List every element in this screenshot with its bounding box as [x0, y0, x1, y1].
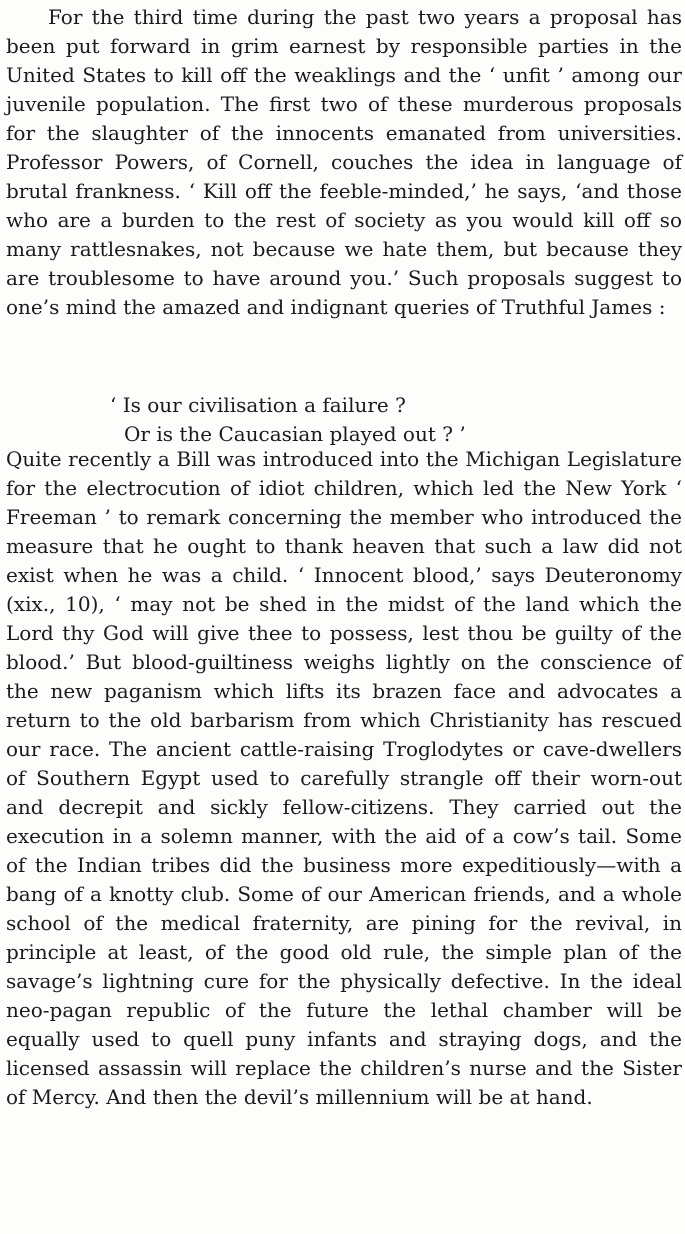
quote-line-2: Or is the Caucasian played out ? ’ — [124, 422, 466, 446]
verse-quote — [6, 391, 682, 449]
quote-line-1: ‘ Is our civilisation a failure ? — [110, 393, 406, 417]
paragraph-2: Quite recently a Bill was introduced into the Michigan Legislature for the electrocution of idiot children, which led the New York ‘ Freeman ’ to remark concerning the member who introduced the measure that he ought to thank heaven that such a law did not exist when he was a child. ‘ Innocent blood,’ says Deuteronomy (xix., 10), ‘ may not be shed in the midst of the land which the Lord thy God will give thee to possess, lest thou be guilty of the blood.’ But blood-guiltiness weighs lightly on the conscience of the new paganism which lifts its brazen face and advocates a return to the old barbarism from which Christianity has rescued our race. The ancient cattle-raising Troglodytes or cave-dwellers of Southern Egypt used to carefully strangle off their worn-out and decrepit and sickly fellow-citizens. They carried out the execution in a solemn manner, with the aid of a cow’s tail. Some of the Indian tribes did the business more expeditiously—with a bang of a knotty club. Some of our American friends, and a whole school of the medical fraternity, are pining for the revival, in principle at least, of the good old rule, the simple plan of the savage’s lightning cure for the physically defective. In the ideal neo-pagan republic of the future the lethal chamber will be equally used to quell puny infants and straying dogs, and the licensed assassin will replace the children’s nurse and the Sister of Mercy. And then the devil’s millennium will be at hand. — [6, 447, 682, 1109]
paragraph-1: For the third time during the past two years a proposal has been put forward in grim earnest by responsible parties in the United States to kill off the weaklings and the ‘ unfit ’ among our juvenile population. The first two of these murderous proposals for the slaughter of the innocents emanated from universities. Professor Powers, of Cornell, couches the idea in language of brutal frankness. ‘ Kill off the feeble-minded,’ he says, ‘and those who are a burden to the rest of society as you would kill off so many rattlesnakes, not because we hate them, but because they are troublesome to have around you.’ Such proposals suggest to one’s mind the amazed and indignant queries of Truthful James : — [6, 5, 682, 319]
